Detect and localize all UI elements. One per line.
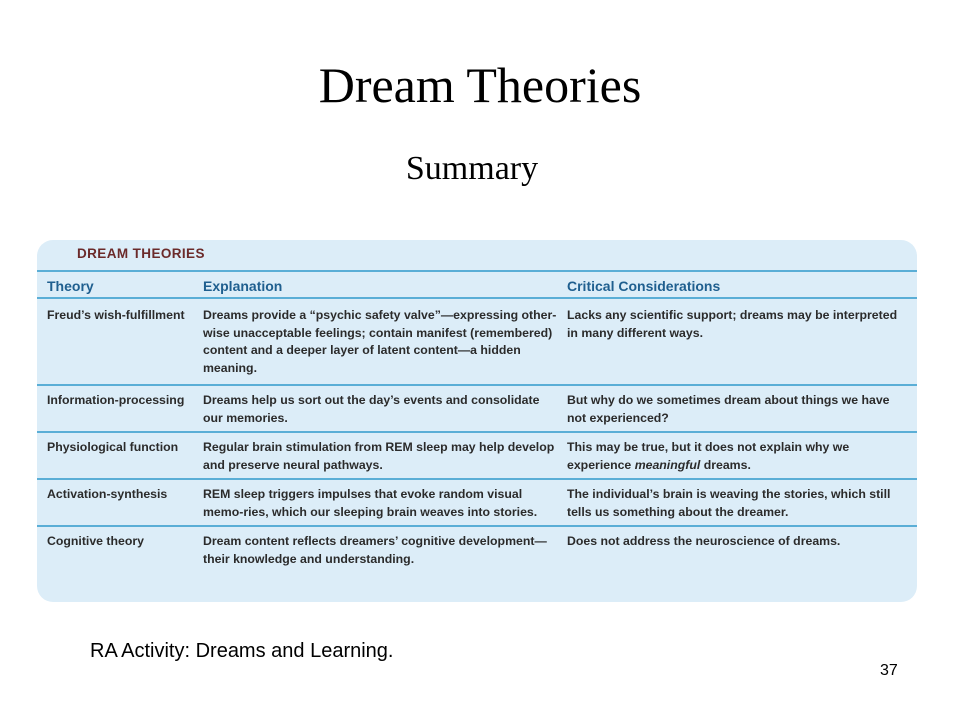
page-number: 37: [880, 662, 898, 679]
slide-title: Dream Theories: [318, 57, 642, 113]
critical-cell: The individual’s brain is weaving the stories, which still tells us something about the dreamer.: [567, 487, 891, 519]
explanation-cell: REM sleep triggers impulses that evoke random visual memo-ries, which our sleeping brain weaves into stories.: [203, 487, 538, 519]
critical-cell: Does not address the neuroscience of dreams.: [567, 534, 841, 548]
theory-cell: Cognitive theory: [47, 534, 145, 548]
critical-cell: Lacks any scientific support; dreams may be interpreted in many different ways.: [567, 308, 898, 340]
row-divider: [37, 525, 917, 527]
explanation-cell: Dreams provide a “psychic safety valve”—expressing other-wise unacceptable feelings; contain manifest (remembered) content and a deeper layer of latent content—a hidden meaning.: [203, 308, 557, 375]
column-header-theory: Theory: [47, 278, 94, 294]
column-header-explanation: Explanation: [203, 278, 283, 294]
row-divider: [37, 431, 917, 433]
heading-rule: [37, 270, 917, 272]
explanation-cell: Dreams help us sort out the day’s events and consolidate our memories.: [203, 393, 540, 425]
theory-cell: Physiological function: [47, 440, 179, 454]
table-heading: DREAM THEORIES: [77, 246, 205, 261]
row-divider: [37, 478, 917, 480]
theory-cell: Freud’s wish-fulfillment: [47, 308, 185, 322]
column-header-critical: Critical Considerations: [567, 278, 721, 294]
dream-theories-table: [37, 240, 917, 602]
critical-text: This may be true, but it does not explain why we experience: [567, 440, 850, 472]
header-rule: [37, 297, 917, 299]
critical-cell: [567, 439, 907, 474]
theory-cell: Information-processing: [47, 393, 185, 407]
theory-cell: Activation-synthesis: [47, 487, 168, 501]
slide-subtitle: Summary: [405, 150, 539, 187]
critical-text-end: dreams.: [700, 457, 751, 472]
footnote: RA Activity: Dreams and Learning.: [90, 640, 394, 662]
explanation-cell: Dream content reflects dreamers’ cognitive development—their knowledge and understanding.: [203, 534, 547, 566]
critical-emphasis: meaningful: [634, 457, 701, 472]
critical-cell: But why do we sometimes dream about things we have not experienced?: [567, 393, 890, 425]
explanation-cell: Regular brain stimulation from REM sleep may help develop and preserve neural pathways.: [203, 440, 555, 472]
row-divider: [37, 384, 917, 386]
